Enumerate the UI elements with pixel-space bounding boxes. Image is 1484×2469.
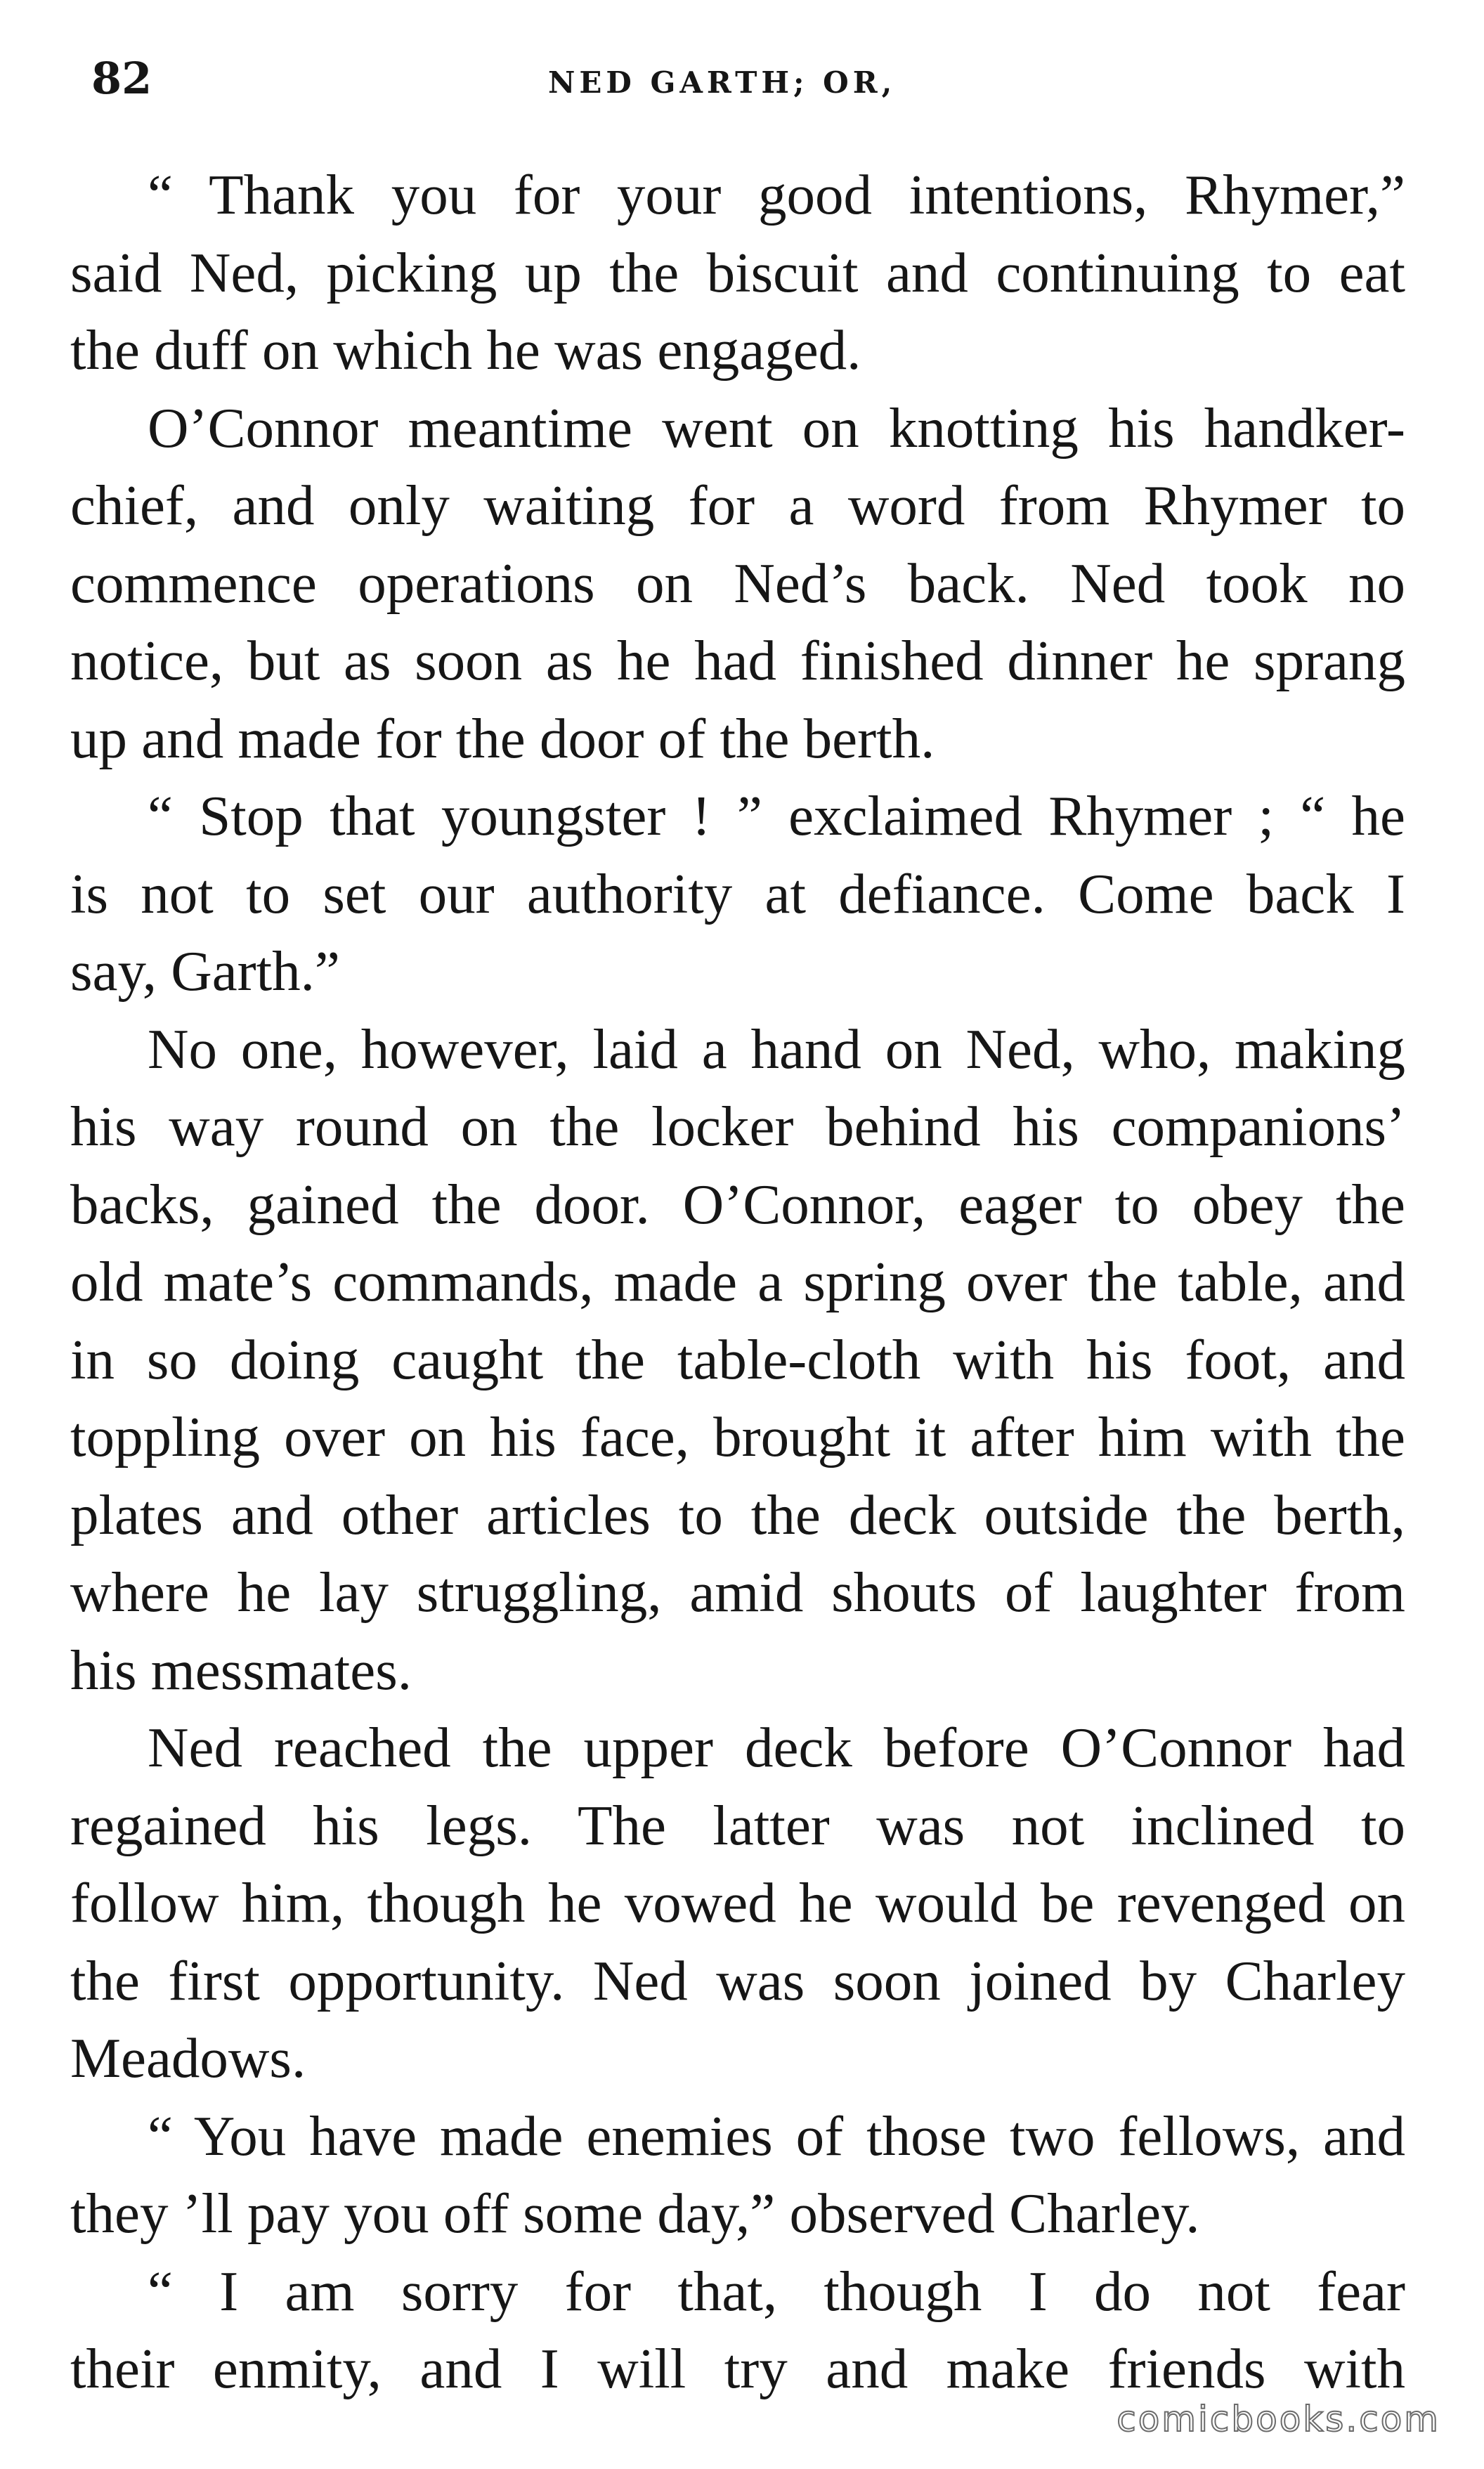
running-head: [91, 44, 1412, 128]
text-line: “ You have made enemies of those two fellows, and: [148, 2104, 1405, 2168]
text-line: Ned reached the upper deck before O’Connor had: [148, 1716, 1405, 1779]
text-line: they ’ll pay you off some day,” observed Charley.: [70, 2182, 1200, 2245]
text-line: their enmity, and I will try and make friends with: [70, 2337, 1405, 2400]
text-line: where he lay struggling, amid shouts of laughter from: [70, 1561, 1405, 1624]
text-line: regained his legs. The latter was not inclined to: [70, 1793, 1405, 1857]
text-line: plates and other articles to the deck outside the berth,: [70, 1483, 1405, 1546]
text-line: “ Thank you for your good intentions, Rhymer,”: [148, 163, 1405, 226]
text-line: commence operations on Ned’s back. Ned took no: [70, 551, 1405, 615]
text-line: the duff on which he was engaged.: [70, 318, 861, 382]
text-line: chief, and only waiting for a word from Rhymer to: [70, 474, 1405, 537]
text-line: in so doing caught the table-cloth with his foot, and: [70, 1327, 1405, 1391]
text-line: “ Stop that youngster ! ” exclaimed Rhymer ; “ he: [148, 784, 1405, 847]
text-line: old mate’s commands, made a spring over the table, and: [70, 1250, 1405, 1313]
text-line: O’Connor meantime went on knotting his handker-: [148, 396, 1405, 460]
paragraph-6: [70, 2097, 1405, 2253]
text-line: his messmates.: [70, 1638, 412, 1702]
text-line: up and made for the door of the berth.: [70, 706, 935, 770]
text-line: said Ned, picking up the biscuit and continuing to eat: [70, 240, 1405, 304]
paragraph-1: [70, 156, 1405, 389]
text-line: say, Garth.”: [70, 939, 340, 1003]
body-text: [70, 156, 1405, 2408]
text-line: No one, however, laid a hand on Ned, who, making: [148, 1017, 1405, 1081]
paragraph-3: [70, 777, 1405, 1010]
text-line: notice, but as soon as he had finished dinner he sprang: [70, 629, 1405, 692]
text-line: “ I am sorry for that, though I do not fear: [148, 2259, 1405, 2323]
text-line: Meadows.: [70, 2026, 306, 2090]
running-title: NED GARTH; OR,: [548, 65, 897, 100]
text-line: his way round on the locker behind his companions’: [70, 1095, 1405, 1158]
paragraph-5: [70, 1709, 1405, 2097]
text-line: toppling over on his face, brought it after him with the: [70, 1405, 1405, 1468]
watermark: comicbooks.com: [1117, 2399, 1440, 2439]
text-line: the first opportunity. Ned was soon joined by Charley: [70, 1948, 1405, 2012]
text-line: follow him, though he vowed he would be revenged on: [70, 1871, 1405, 1934]
paragraph-4: [70, 1010, 1405, 1709]
paragraph-2: [70, 389, 1405, 778]
text-line: is not to set our authority at defiance. Come back I: [70, 861, 1405, 925]
text-line: backs, gained the door. O’Connor, eager to obey the: [70, 1172, 1405, 1236]
paragraph-7: [70, 2253, 1405, 2408]
page-number: 82: [91, 53, 152, 104]
